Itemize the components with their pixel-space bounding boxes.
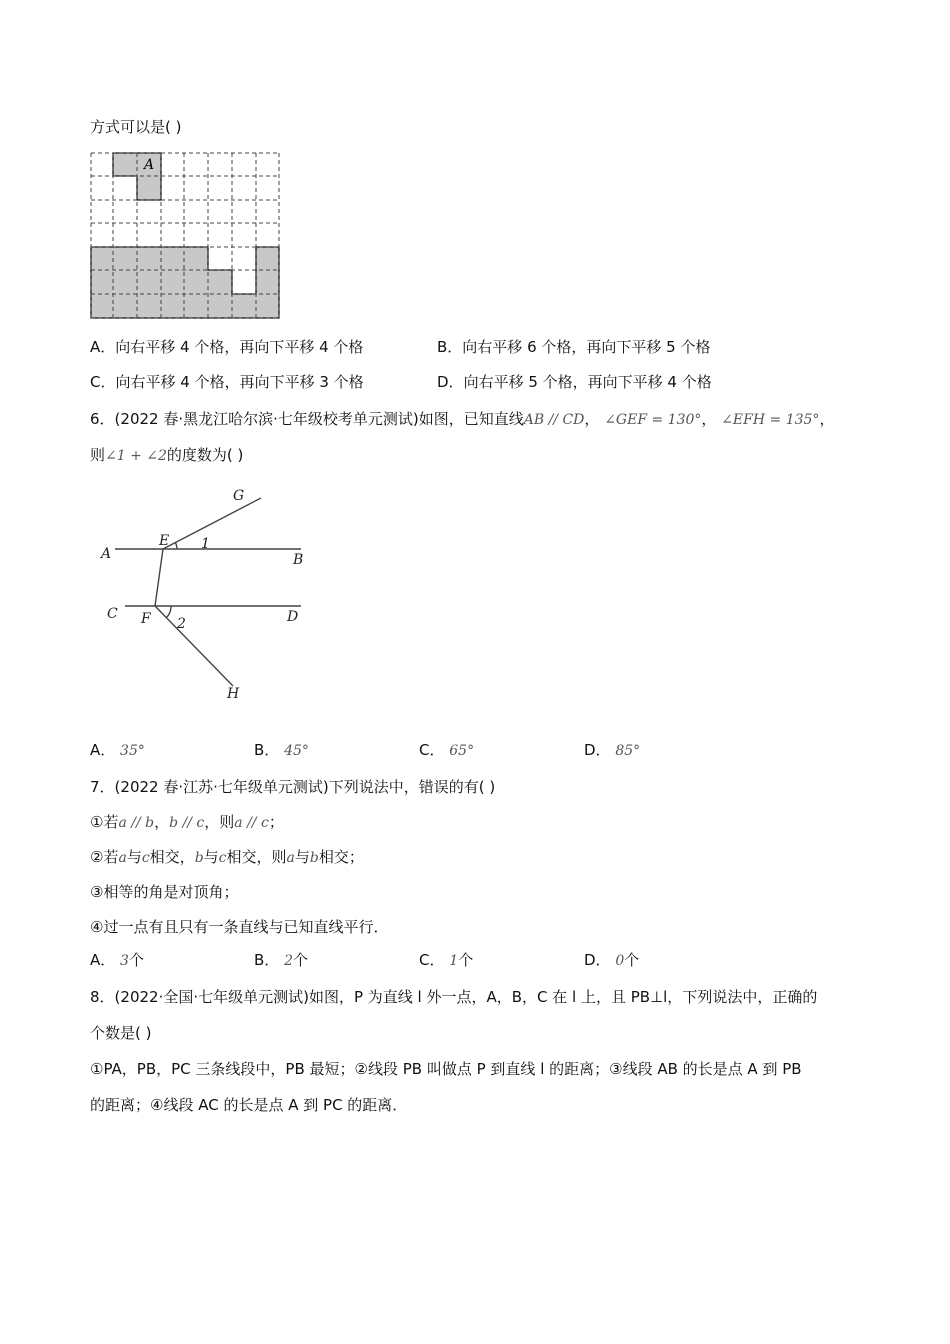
label-H: H <box>227 686 240 702</box>
q6-option-a[interactable]: A． 35° <box>90 741 145 759</box>
label-C: C <box>107 606 118 622</box>
math-ab-parallel-cd: AB // CD <box>523 412 585 428</box>
q8-line-1: 8．(2022·全国·七年级单元测试)如图，P 为直线 l 外一点，A，B，C 在 l 上，且 PB⊥l，下列说法中，正确的 <box>90 988 818 1006</box>
q6-option-d[interactable]: D． 85° <box>584 741 641 759</box>
q6-stem-line2: 则∠1 + ∠2的度数为( ) <box>90 446 244 464</box>
angle-2-arc <box>166 606 171 618</box>
q7-statement-4: ④过一点有且只有一条直线与已知直线平行． <box>90 918 389 936</box>
ray-eg <box>163 498 261 549</box>
q7-statement-2: ②若a与c相交，b与c相交，则a与b相交； <box>90 848 364 866</box>
label-E: E <box>159 533 170 549</box>
q5-option-c[interactable]: C．向右平移 4 个格，再向下平移 3 个格 <box>90 373 364 391</box>
q5-stem-tail: 方式可以是( ) <box>90 118 182 136</box>
q7-stem: 7．(2022 春·江苏·七年级单元测试)下列说法中，错误的有( ) <box>90 778 496 796</box>
q5-option-d[interactable]: D．向右平移 5 个格，再向下平移 4 个格 <box>437 373 712 391</box>
label-D: D <box>287 609 299 625</box>
q6-stem: 6．(2022 春·黑龙江哈尔滨·七年级校考单元测试)如图，已知直线AB // CD， ∠GEF = 130°， ∠EFH = 135°， <box>90 410 835 428</box>
label-A: A <box>144 157 155 173</box>
q7-option-a[interactable]: A． 3个 <box>90 951 144 969</box>
segment-ef <box>155 549 163 606</box>
q5-option-b[interactable]: B．向右平移 6 个格，再向下平移 5 个格 <box>437 338 711 356</box>
q7-option-d[interactable]: D． 0个 <box>584 951 640 969</box>
q6-option-c[interactable]: C． 65° <box>419 741 475 759</box>
math-angle-gef: ∠GEF = 130° <box>604 412 702 428</box>
q6-figure <box>95 480 325 710</box>
q7-statement-1: ①若a // b，b // c，则a // c； <box>90 813 284 831</box>
q8-line-2: 个数是( ) <box>90 1024 152 1042</box>
label-1: 1 <box>201 536 210 552</box>
q8-line-4: 的距离；④线段 AC 的长是点 A 到 PC 的距离． <box>90 1096 408 1114</box>
angle-1-arc <box>175 542 177 549</box>
label-F: F <box>141 611 151 627</box>
q7-option-b[interactable]: B． 2个 <box>254 951 309 969</box>
q7-statement-3: ③相等的角是对顶角； <box>90 883 239 901</box>
math-angle-sum: ∠1 + ∠2 <box>105 448 167 464</box>
math-angle-efh: ∠EFH = 135° <box>721 412 820 428</box>
label-2: 2 <box>177 616 186 632</box>
q5-option-a[interactable]: A．向右平移 4 个格，再向下平移 4 个格 <box>90 338 364 356</box>
label-G: G <box>233 488 245 504</box>
q6-option-b[interactable]: B． 45° <box>254 741 309 759</box>
shape-bottom <box>91 247 279 318</box>
label-B: B <box>293 552 304 568</box>
q7-option-c[interactable]: C． 1个 <box>419 951 474 969</box>
q5-grid-figure <box>88 150 284 322</box>
label-A: A <box>101 546 112 562</box>
q8-line-3: ①PA，PB，PC 三条线段中，PB 最短；②线段 PB 叫做点 P 到直线 l 的距离；③线段 AB 的长是点 A 到 PB <box>90 1060 802 1078</box>
